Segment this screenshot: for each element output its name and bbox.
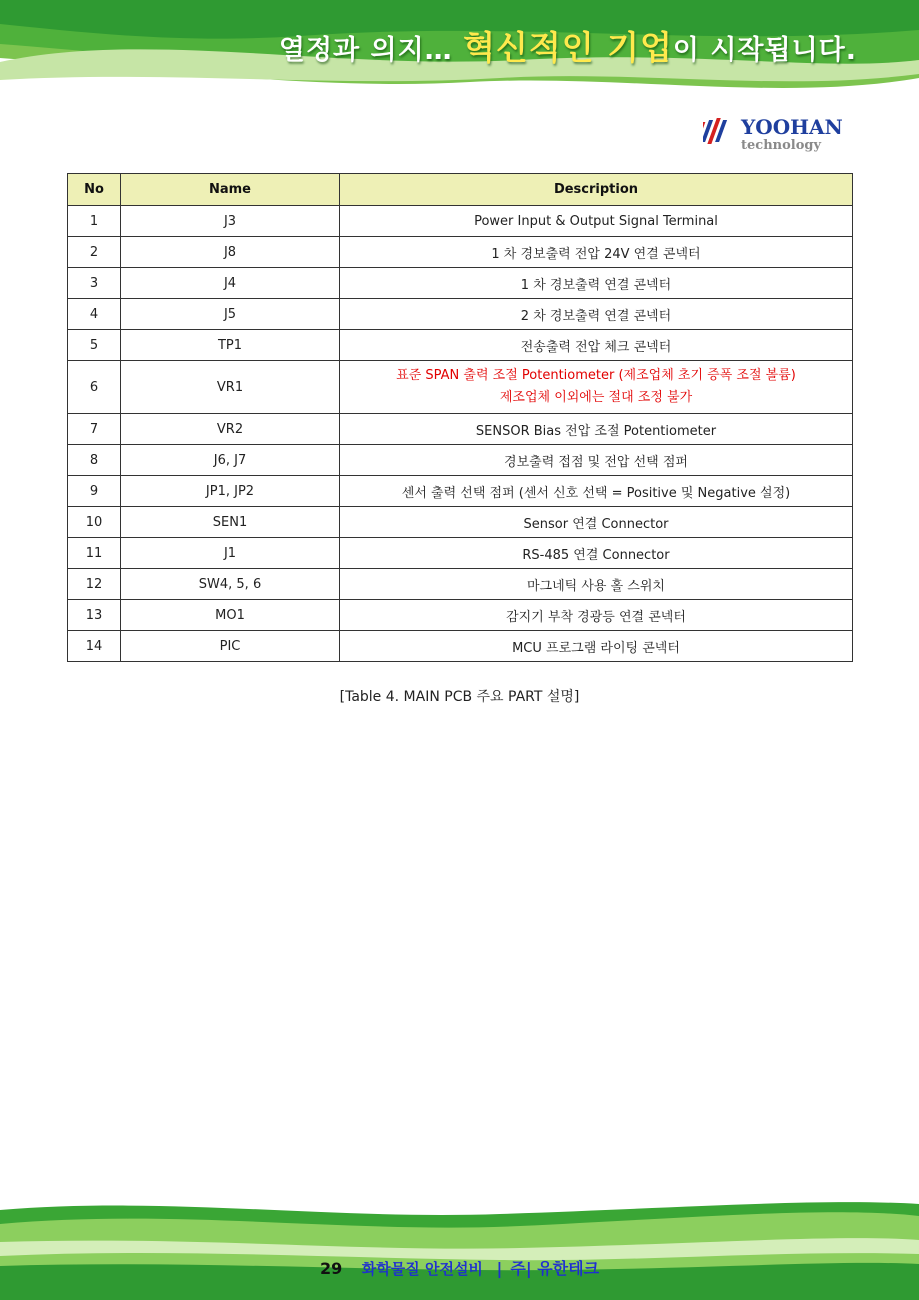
table-row [68, 507, 853, 538]
table-row [68, 414, 853, 445]
footer-description: 화학물질 안전설비 [361, 1260, 483, 1278]
slogan-post: 이 시작됩니다. [672, 35, 857, 66]
table-header-row [68, 174, 853, 206]
cell-description: 1 차 경보출력 전압 24V 연결 콘넥터 [340, 237, 853, 268]
company-logo [703, 112, 858, 154]
warning-line-2: 제조업체 이외에는 절대 조정 불가 [499, 390, 693, 405]
footer-banner [0, 1190, 919, 1300]
table-row [68, 206, 853, 237]
main-pcb-parts-table [67, 173, 853, 662]
cell-description: 2 차 경보출력 연결 콘넥터 [340, 299, 853, 330]
cell-name: VR1 [121, 361, 340, 414]
cell-no: 10 [68, 507, 121, 538]
table-row [68, 569, 853, 600]
table-row [68, 445, 853, 476]
table-row [68, 299, 853, 330]
footer-company: 주| 유한테크 [510, 1259, 600, 1278]
cell-name: J5 [121, 299, 340, 330]
header-slogan [279, 22, 857, 69]
table-row [68, 361, 853, 414]
table-row [68, 631, 853, 662]
header-name: Name [121, 174, 340, 206]
cell-no: 12 [68, 569, 121, 600]
cell-description: Power Input & Output Signal Terminal [340, 206, 853, 237]
cell-description: 감지기 부착 경광등 연결 콘넥터 [340, 600, 853, 631]
table-caption: [Table 4. MAIN PCB 주요 PART 설명] [339, 689, 580, 705]
cell-description: 센서 출력 선택 점퍼 (센서 신호 선택 = Positive 및 Negative 설정) [340, 476, 853, 507]
cell-name: MO1 [121, 600, 340, 631]
cell-name: SEN1 [121, 507, 340, 538]
cell-no: 4 [68, 299, 121, 330]
table-row [68, 476, 853, 507]
cell-no: 1 [68, 206, 121, 237]
cell-name: J8 [121, 237, 340, 268]
cell-name: J3 [121, 206, 340, 237]
cell-description: SENSOR Bias 전압 조절 Potentiometer [340, 414, 853, 445]
cell-no: 7 [68, 414, 121, 445]
warning-line-1: 표준 SPAN 출력 조절 Potentiometer (제조업체 초기 증폭 조절 볼륨) [396, 368, 796, 383]
slogan-highlight: 혁신적인 기업 [463, 28, 673, 67]
cell-description: 1 차 경보출력 연결 콘넥터 [340, 268, 853, 299]
cell-no: 11 [68, 538, 121, 569]
cell-description-warning [340, 361, 853, 414]
cell-no: 3 [68, 268, 121, 299]
cell-description: MCU 프로그램 라이팅 콘넥터 [340, 631, 853, 662]
table-row [68, 538, 853, 569]
cell-no: 9 [68, 476, 121, 507]
table-row [68, 237, 853, 268]
cell-name: PIC [121, 631, 340, 662]
table-row [68, 268, 853, 299]
table-row [68, 600, 853, 631]
cell-name: SW4, 5, 6 [121, 569, 340, 600]
cell-no: 6 [68, 361, 121, 414]
cell-no: 2 [68, 237, 121, 268]
cell-name: JP1, JP2 [121, 476, 340, 507]
cell-description: 경보출력 접점 및 전압 선택 점퍼 [340, 445, 853, 476]
header-description: Description [340, 174, 853, 206]
footer-text [0, 1256, 919, 1279]
cell-name: J4 [121, 268, 340, 299]
cell-description: 전송출력 전압 체크 콘넥터 [340, 330, 853, 361]
cell-name: J6, J7 [121, 445, 340, 476]
cell-no: 5 [68, 330, 121, 361]
cell-description: RS-485 연결 Connector [340, 538, 853, 569]
logo-tagline: technology [741, 138, 822, 153]
slogan-pre: 열정과 의지… [278, 35, 464, 66]
logo-name: YOOHAN [741, 115, 843, 139]
header-no: No [68, 174, 121, 206]
cell-no: 14 [68, 631, 121, 662]
cell-name: TP1 [121, 330, 340, 361]
cell-name: J1 [121, 538, 340, 569]
footer-separator: | [496, 1259, 503, 1278]
cell-no: 8 [68, 445, 121, 476]
cell-description: 마그네틱 사용 홀 스위치 [340, 569, 853, 600]
cell-no: 13 [68, 600, 121, 631]
cell-description: Sensor 연결 Connector [340, 507, 853, 538]
cell-name: VR2 [121, 414, 340, 445]
page-number: 29 [319, 1259, 343, 1278]
table-row [68, 330, 853, 361]
logo-stripes-icon [703, 118, 727, 144]
